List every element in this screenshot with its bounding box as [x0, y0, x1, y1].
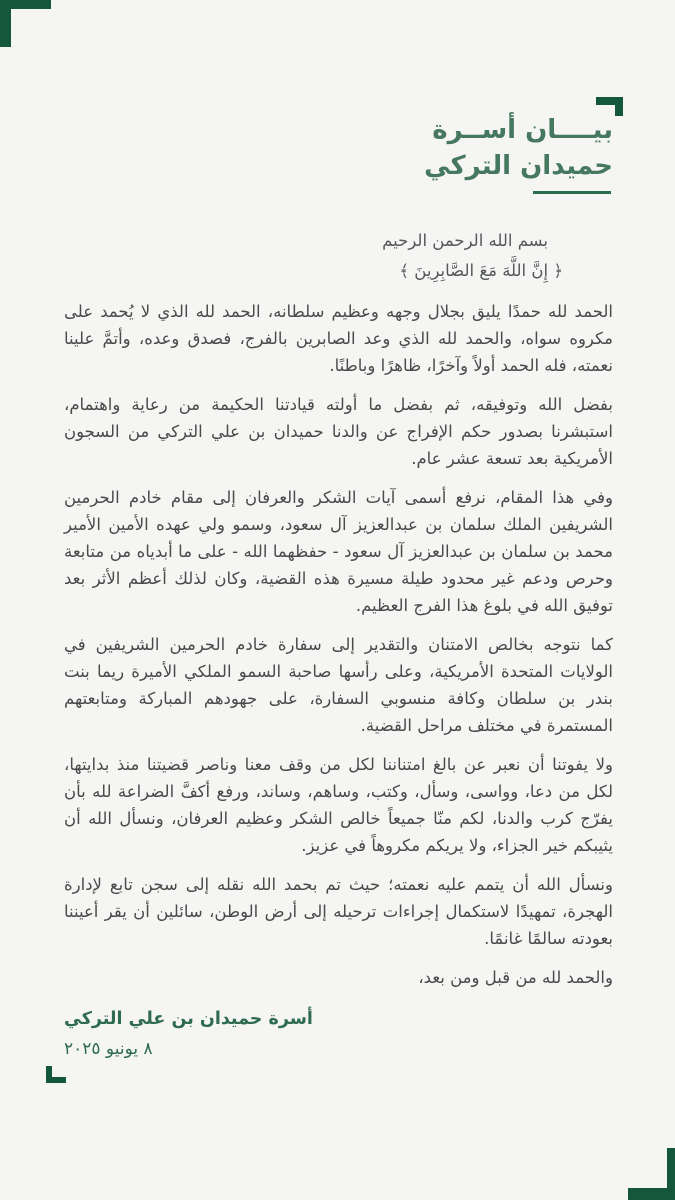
- title-underline-divider: [533, 191, 611, 194]
- quran-verse: ﴿ إِنَّ اللَّهَ مَعَ الصَّابِرِينَ ﴾: [399, 261, 563, 280]
- body-paragraph-4: كما نتوجه بخالص الامتنان والتقدير إلى سفارة خادم الحرمين الشريفين في الولايات المتحدة الأمريكية، وعلى رأسها صاحبة السمو الملكي الأميرة ريما بنت بندر بن سلطان وكافة منسوبي السفارة، على جهودهم المباركة ومتابعتهم المستمرة في مختلف مراحل القضية.: [64, 635, 613, 735]
- body-paragraph-1: الحمد لله حمدًا يليق بجلال وجهه وعظيم سلطانه، الحمد لله الذي لا يُحمد على مكروه سواه، والحمد لله الذي وعد الصابرين بالفرج، فصدق وعده، وأتمَّ علينا نعمته، فله الحمد أولاً وآخرًا، ظاهرًا وباطنًا.: [64, 302, 613, 375]
- title-corner-icon: [596, 97, 623, 116]
- date-corner-icon: [64, 1066, 613, 1083]
- closing-line: والحمد لله من قبل ومن بعد،: [418, 968, 613, 987]
- basmala-text: بسم الله الرحمن الرحيم: [382, 231, 548, 250]
- body-paragraph-2: بفضل الله وتوفيقه، ثم بفضل ما أولته قيادتنا الحكيمة من رعاية واهتمام، استبشرنا بصدور حكم الإفراج عن والدنا حميدان بن علي التركي من السجون الأمريكية بعد تسعة عشر عام.: [64, 395, 613, 468]
- page-title-line2: حميدان التركي: [424, 151, 613, 181]
- statement-date: ٨ يونيو ٢٠٢٥: [64, 1039, 153, 1059]
- body-paragraph-3: وفي هذا المقام، نرفع أسمى آيات الشكر والعرفان إلى مقام خادم الحرمين الشريفين الملك سلمان بن عبدالعزيز آل سعود، وسمو ولي عهده الأمين الأمير محمد بن سلمان بن عبدالعزيز آل سعود - حفظهما الله - على ما أبدياه من متابعة وحرص ودعم غير محدود طيلة مسيرة هذه القضية، وكان لذلك أعظم الأثر بعد توفيق الله في بلوغ هذا الفرج العظيم.: [64, 488, 613, 615]
- body-paragraph-5: ولا يفوتنا أن نعبر عن بالغ امتناننا لكل من وقف معنا وناصر قضيتنا منذ بدايتها، لكل من دعا، وواسى، وسأل، وكتب، وساهم، وساند، ورفع أكفَّ الضراعة لله بأن يفرّج كرب والدنا، لكم منّا جميعاً خالص الشكر وعظيم العرفان، ونسأل الله أن يثيبكم خير الجزاء، ولا يريكم مكروهاً في عزيز.: [64, 755, 613, 855]
- statement-body: [64, 298, 613, 991]
- page-title-line1: بيــــان أســرة: [432, 115, 613, 145]
- corner-bar-horizontal: [628, 1188, 675, 1200]
- signature-block: [64, 1005, 613, 1083]
- body-paragraph-6: ونسأل الله أن يتمم عليه نعمته؛ حيث تم بحمد الله نقله إلى سجن تابع لإدارة الهجرة، تمهيدًا لاستكمال إجراءات ترحيله إلى أرض الوطن، سائلين أن يقر أعيننا بعودته سالمًا غانمًا.: [64, 875, 613, 948]
- signature-name: أسرة حميدان بن علي التركي: [64, 1009, 313, 1029]
- title-block: [64, 112, 613, 194]
